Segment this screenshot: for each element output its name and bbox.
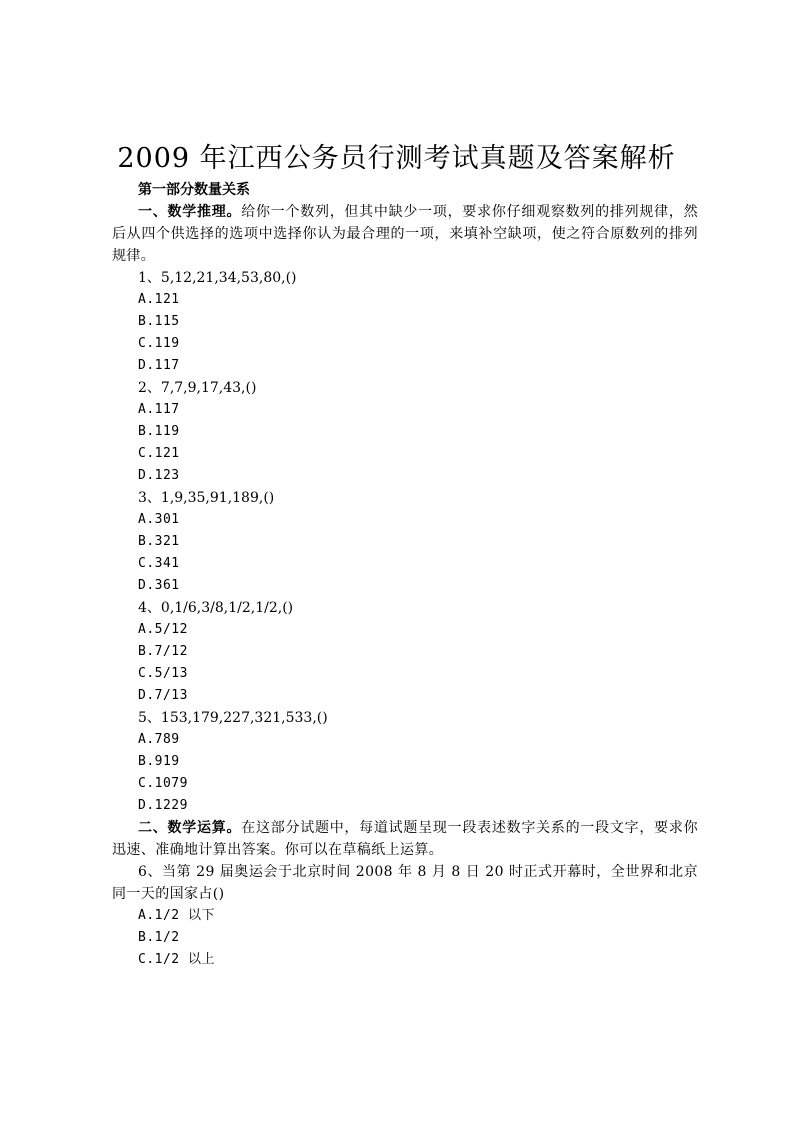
option-c: C.1079 [138,776,188,791]
question-stem: 4、0,1/6,3/8,1/2,1/2,() [138,600,294,616]
option-a: A.1/2 以下 [138,908,215,923]
option-a: A.121 [138,292,180,307]
option-b: B.115 [138,314,180,329]
question-1 [112,267,698,377]
section2-paragraph [112,817,698,861]
option-b: B.119 [138,424,180,439]
question-stem: 2、7,7,9,17,43,() [138,380,257,396]
question-stem: 5、153,179,227,321,533,() [138,710,328,726]
option-b: B.1/2 [138,930,180,945]
section2-text: 在这部分试题中，每道试题呈现一段表述数字关系的一段文字，要求你迅速、准确地计算出答案。你可以在草稿纸上运算。 [112,820,698,858]
question-4 [112,597,698,707]
option-a: A.5/12 [138,622,188,637]
question-stem: 3、1,9,35,91,189,() [138,490,275,506]
section1-heading: 一、数学推理。 [138,204,242,220]
question-2 [112,377,698,487]
option-d: D.1229 [138,798,188,813]
question-3 [112,487,698,597]
part-heading: 第一部分数量关系 [138,182,250,198]
section2-heading: 二、数学运算。 [138,820,242,836]
option-c: C.1/2 以上 [138,952,215,967]
option-d: D.361 [138,578,180,593]
option-b: B.321 [138,534,180,549]
document-title: 2009 年江西公务员行测考试真题及答案解析 [117,143,676,174]
question-stem: 6、当第 29 届奥运会于北京时间 2008 年 8 月 8 日 20 时正式开幕时，全世界和北京同一天的国家占() [112,864,698,902]
question-5 [112,707,698,817]
option-d: D.7/13 [138,688,188,703]
option-d: D.123 [138,468,180,483]
option-c: C.341 [138,556,180,571]
option-d: D.117 [138,358,180,373]
option-a: A.789 [138,732,180,747]
option-b: B.919 [138,754,180,769]
document-body [112,179,698,971]
question-stem: 1、5,12,21,34,53,80,() [138,270,297,286]
option-c: C.119 [138,336,180,351]
option-a: A.301 [138,512,180,527]
option-c: C.5/13 [138,666,188,681]
section1-text: 给你一个数列，但其中缺少一项，要求你仔细观察数列的排列规律，然后从四个供选择的选项中选择你认为最合理的一项，来填补空缺项，使之符合原数列的排列规律。 [112,204,698,264]
section1-paragraph [112,201,698,267]
option-a: A.117 [138,402,180,417]
question-6 [112,861,698,971]
option-b: B.7/12 [138,644,188,659]
option-c: C.121 [138,446,180,461]
